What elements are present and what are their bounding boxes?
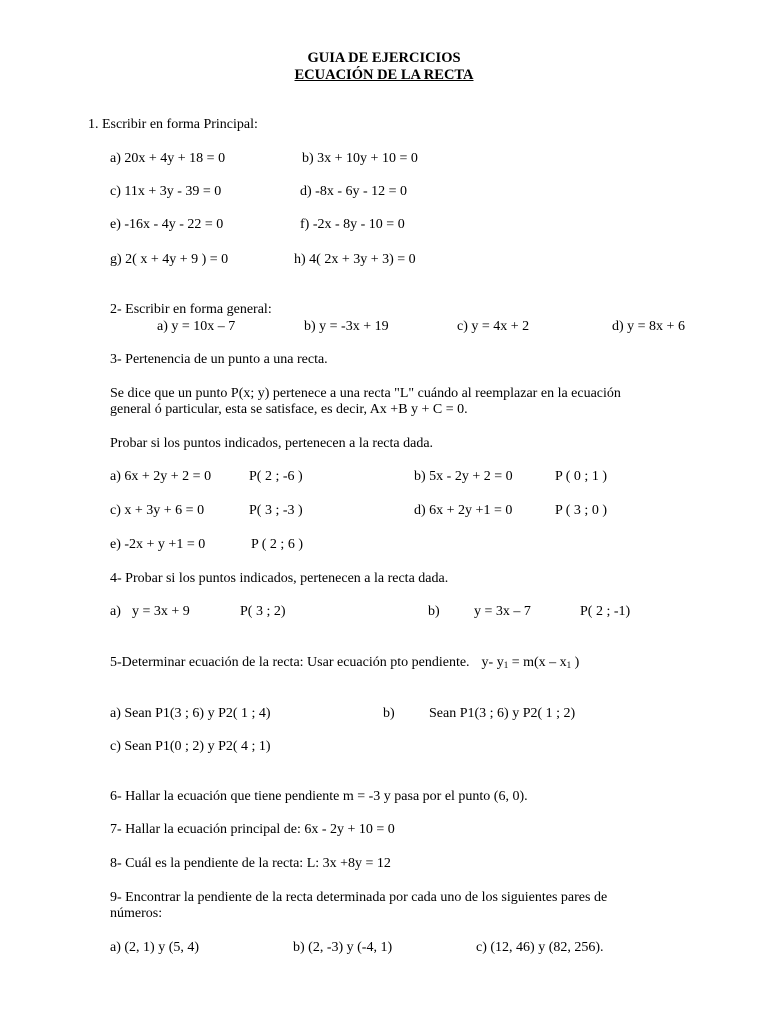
exercise-1b: b) 3x + 10y + 10 = 0 (302, 151, 418, 166)
exercise-8: 8- Cuál es la pendiente de la recta: L: 3x +8y = 12 (110, 856, 391, 871)
exercise-1h: h) 4( 2x + 3y + 3) = 0 (294, 252, 416, 267)
exercise-3a-point: P( 2 ; -6 ) (249, 469, 303, 484)
exercise-4b-point: P( 2 ; -1) (580, 604, 631, 619)
exercise-5a: a) Sean P1(3 ; 6) y P2( 1 ; 4) (110, 706, 271, 721)
exercise-9-line-1: 9- Encontrar la pendiente de la recta determinada por cada uno de los siguientes pares de (110, 890, 608, 905)
exercise-9a: a) (2, 1) y (5, 4) (110, 940, 200, 955)
exercise-2-heading: 2- Escribir en forma general: (110, 302, 272, 317)
exercise-2d: d) y = 8x + 6 (612, 319, 685, 334)
exercise-3-instruction: Probar si los puntos indicados, pertenecen a la recta dada. (110, 436, 434, 451)
exercise-5b-label: b) (383, 706, 395, 721)
exercise-3-definition-line-1: Se dice que un punto P(x; y) pertenece a una recta "L" cuándo al reemplazar en la ecuación (110, 386, 621, 401)
page-subtitle-text: ECUACIÓN DE LA RECTA (294, 67, 474, 83)
exercise-5b: Sean P1(3 ; 6) y P2( 1 ; 2) (429, 706, 576, 721)
exercise-3c-equation: c) x + 3y + 6 = 0 (110, 503, 205, 518)
exercise-9-line-2: números: (110, 906, 163, 921)
formula-subscript-2: 1 (566, 660, 572, 670)
exercise-3e-equation: e) -2x + y +1 = 0 (110, 537, 206, 552)
page-title: GUIA DE EJERCICIOS (307, 50, 461, 66)
exercise-2b: b) y = -3x + 19 (304, 319, 389, 334)
exercise-3e-point: P ( 2 ; 6 ) (251, 537, 303, 552)
exercise-9c: c) (12, 46) y (82, 256). (476, 940, 604, 955)
exercise-4a-equation: y = 3x + 9 (132, 604, 190, 619)
exercise-4b-label: b) (428, 604, 440, 619)
exercise-9b: b) (2, -3) y (-4, 1) (293, 940, 393, 955)
exercise-1e: e) -16x - 4y - 22 = 0 (110, 217, 224, 232)
formula-part-3: ) (571, 655, 580, 670)
exercise-3-definition-line-2: general ó particular, esta se satisface, es decir, Ax +B y + C = 0. (110, 402, 468, 417)
exercise-3-heading: 3- Pertenencia de un punto a una recta. (110, 352, 328, 367)
exercise-1a: a) 20x + 4y + 18 = 0 (110, 151, 226, 166)
exercise-6: 6- Hallar la ecuación que tiene pendiente m = -3 y pasa por el punto (6, 0). (110, 789, 528, 804)
exercise-5c: c) Sean P1(0 ; 2) y P2( 4 ; 1) (110, 739, 271, 754)
exercise-1d: d) -8x - 6y - 12 = 0 (300, 184, 408, 199)
formula-subscript-1: 1 (503, 660, 509, 670)
exercise-3c-point: P( 3 ; -3 ) (249, 503, 303, 518)
exercise-1c: c) 11x + 3y - 39 = 0 (110, 184, 222, 199)
exercise-2a: a) y = 10x – 7 (157, 319, 236, 334)
point-slope-formula (482, 655, 580, 670)
exercise-3b-point: P ( 0 ; 1 ) (555, 469, 607, 484)
formula-part-1: y- y (481, 655, 504, 670)
formula-part-2: = m(x – x (508, 655, 567, 670)
exercise-4-heading: 4- Probar si los puntos indicados, pertenecen a la recta dada. (110, 571, 449, 586)
exercise-1-heading: 1. Escribir en forma Principal: (88, 117, 258, 132)
exercise-2c: c) y = 4x + 2 (457, 319, 530, 334)
exercise-4a-point: P( 3 ; 2) (240, 604, 286, 619)
exercise-3d-equation: d) 6x + 2y +1 = 0 (414, 503, 513, 518)
exercise-5-heading-text: 5-Determinar ecuación de la recta: Usar ecuación pto pendiente. (110, 655, 470, 670)
exercise-3b-equation: b) 5x - 2y + 2 = 0 (414, 469, 513, 484)
page-subtitle (0, 67, 768, 83)
exercise-5-heading (110, 655, 579, 671)
exercise-4b-equation: y = 3x – 7 (474, 604, 531, 619)
exercise-3d-point: P ( 3 ; 0 ) (555, 503, 607, 518)
exercise-4a-label: a) (110, 604, 121, 619)
exercise-1f: f) -2x - 8y - 10 = 0 (300, 217, 405, 232)
exercise-1g: g) 2( x + 4y + 9 ) = 0 (110, 252, 229, 267)
exercise-7: 7- Hallar la ecuación principal de: 6x - 2y + 10 = 0 (110, 822, 395, 837)
exercise-3a-equation: a) 6x + 2y + 2 = 0 (110, 469, 212, 484)
